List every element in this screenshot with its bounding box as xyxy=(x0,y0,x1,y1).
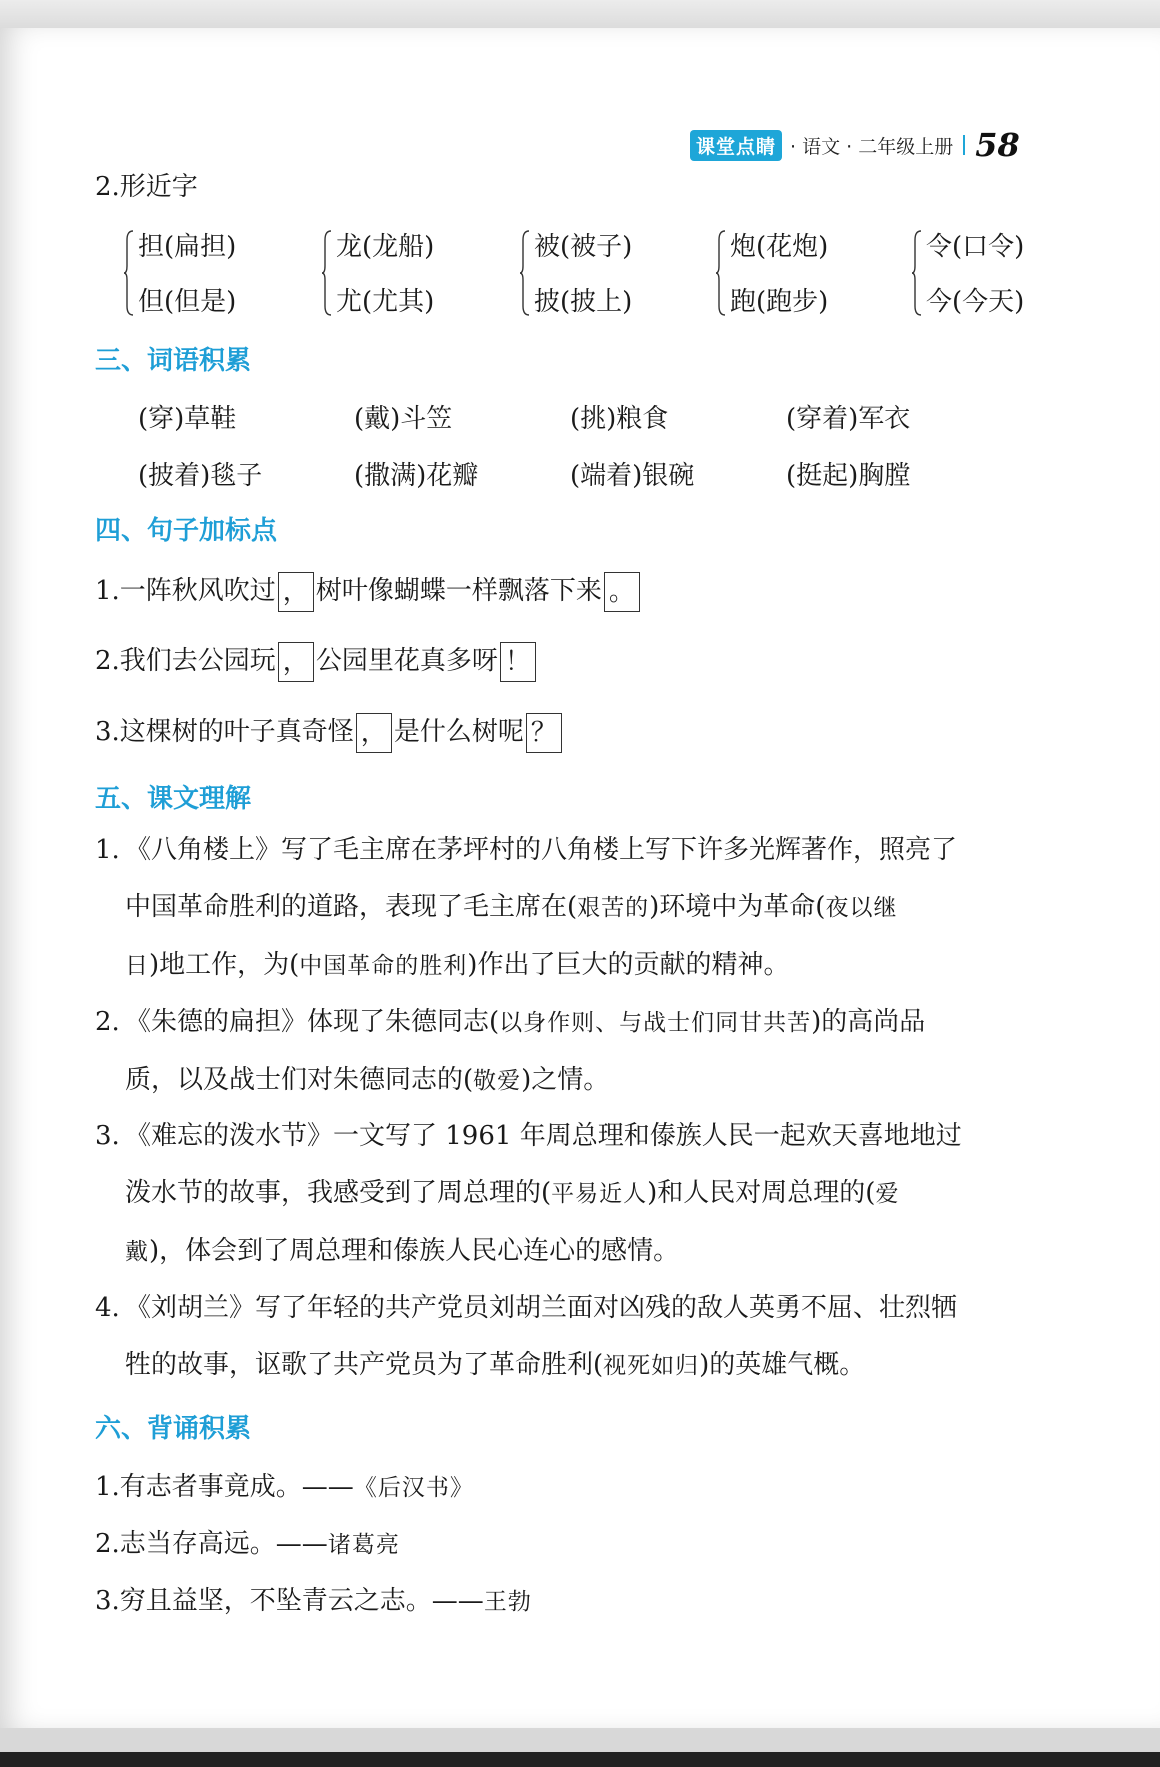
char-pair-top: 炮(花炮) xyxy=(730,232,829,262)
char-pair-bottom: 今(今天) xyxy=(926,287,1025,317)
char-pair-bottom: 跑(跑步) xyxy=(730,287,829,317)
item-number: 4. xyxy=(95,1293,120,1323)
punctuation-box: ？ xyxy=(526,713,562,753)
comprehension-item xyxy=(95,1280,1065,1395)
sentence-part: 3.这棵树的叶子真奇怪 xyxy=(95,717,354,747)
punctuation-box: ！ xyxy=(500,642,536,682)
vocab-item: (穿)草鞋 xyxy=(138,404,237,434)
vocab-item: (戴)斗笠 xyxy=(354,404,453,434)
answer-text: 夜以继 xyxy=(825,895,898,921)
char-pair-top: 被(被子) xyxy=(534,232,633,262)
answer-text: 以身作则、与战士们同甘共苦 xyxy=(499,1010,812,1036)
text-line: 日)地工作，为(中国革命的胜利)作出了巨大的贡献的精神。 xyxy=(125,950,790,980)
char-pair xyxy=(912,226,1082,326)
sentence-part: 1.一阵秋风吹过 xyxy=(95,576,276,606)
vocab-item: (穿着)军衣 xyxy=(786,404,911,434)
punctuation-box: ， xyxy=(278,642,314,682)
vocab-item: (撒满)花瓣 xyxy=(354,461,479,491)
answer-text: 爱 xyxy=(875,1181,900,1207)
recitation-item: 3.穷且益坚，不坠青云之志。——王勃 xyxy=(95,1586,532,1616)
char-pair-top: 龙(龙船) xyxy=(336,232,435,262)
punctuation-box: ， xyxy=(278,572,314,612)
text-line: 《刘胡兰》写了年轻的共产党员刘胡兰面对凶残的敌人英勇不屈、壮烈牺 xyxy=(125,1293,958,1323)
punctuation-sentence xyxy=(95,640,538,682)
sentence-part: 是什么树呢 xyxy=(393,717,524,747)
bottom-bar xyxy=(0,1752,1160,1767)
sentence-part: 树叶像蝴蝶一样飘落下来 xyxy=(315,576,602,606)
item-number: 1. xyxy=(95,835,120,865)
answer-text: 王勃 xyxy=(483,1589,532,1615)
comprehension-item xyxy=(95,822,1065,995)
punctuation-sentence xyxy=(95,570,642,612)
char-pair-bottom: 披(披上) xyxy=(534,287,633,317)
text-line: 泼水节的故事，我感受到了周总理的(平易近人)和人民对周总理的(爱 xyxy=(125,1178,900,1208)
char-pair-top: 担(扁担) xyxy=(138,232,237,262)
text-line: 质，以及战士们对朱德同志的(敬爱)之情。 xyxy=(125,1065,610,1095)
brace-icon xyxy=(716,230,726,316)
section-title: 六、背诵积累 xyxy=(95,1414,252,1444)
sentence-part: 公园里花真多呀 xyxy=(315,646,498,676)
recitation-item: 1.有志者事竟成。——《后汉书》 xyxy=(95,1472,474,1502)
answer-text: 诸葛亮 xyxy=(327,1532,400,1558)
text-line: 《朱德的扁担》体现了朱德同志(以身作则、与战士们同甘共苦)的高尚品 xyxy=(125,1007,926,1037)
answer-text: 中国革命的胜利 xyxy=(299,953,468,979)
char-pair-top: 令(口令) xyxy=(926,232,1025,262)
text-line: 中国革命胜利的道路，表现了毛主席在(艰苦的)环境中为革命(夜以继 xyxy=(125,892,898,922)
vocab-item: (挺起)胸膛 xyxy=(786,461,911,491)
char-pair xyxy=(520,226,690,326)
answer-text: 敬爱 xyxy=(473,1068,522,1094)
header-divider xyxy=(963,135,965,155)
punctuation-box: 。 xyxy=(604,572,640,612)
char-pair xyxy=(716,226,886,326)
text-line: 《难忘的泼水节》一文写了 1961 年周总理和傣族人民一起欢天喜地地过 xyxy=(125,1121,962,1151)
punctuation-sentence xyxy=(95,711,564,753)
answer-text: 日 xyxy=(125,953,149,979)
section-title: 四、句子加标点 xyxy=(95,516,278,546)
page-top-edge xyxy=(0,0,1160,28)
char-pair xyxy=(124,226,294,326)
text-line: 戴)，体会到了周总理和傣族人民心连心的感情。 xyxy=(125,1236,680,1266)
page-number: 58 xyxy=(975,126,1020,164)
brand-badge: 课堂点睛 xyxy=(690,130,782,161)
answer-text: 视死如归 xyxy=(603,1353,700,1379)
text-line: 《八角楼上》写了毛主席在茅坪村的八角楼上写下许多光辉著作，照亮了 xyxy=(125,835,958,865)
answer-text: 平易近人 xyxy=(551,1181,648,1207)
vocab-item: (披着)毯子 xyxy=(138,461,263,491)
comprehension-item xyxy=(95,1108,1065,1281)
char-pair-bottom: 尤(尤其) xyxy=(336,287,435,317)
section-title: 三、词语积累 xyxy=(95,346,252,376)
sentence-part: 2.我们去公园玩 xyxy=(95,646,276,676)
vocab-item: (挑)粮食 xyxy=(570,404,669,434)
brace-icon xyxy=(520,230,530,316)
char-pair xyxy=(322,226,492,326)
char-pair-bottom: 但(但是) xyxy=(138,287,237,317)
answer-text: 《后汉书》 xyxy=(353,1475,474,1501)
answer-text: 戴 xyxy=(125,1239,149,1265)
brace-icon xyxy=(124,230,134,316)
similar-chars-title: 2.形近字 xyxy=(95,172,198,202)
brace-icon xyxy=(322,230,332,316)
item-number: 2. xyxy=(95,1007,120,1037)
brace-icon xyxy=(912,230,922,316)
subject-label: · 语文 · 二年级上册 xyxy=(790,135,954,158)
comprehension-item xyxy=(95,994,1065,1110)
page-header xyxy=(690,128,1020,162)
recitation-item: 2.志当存高远。——诸葛亮 xyxy=(95,1529,400,1559)
vocab-item: (端着)银碗 xyxy=(570,461,695,491)
item-number: 3. xyxy=(95,1121,120,1151)
punctuation-box: ， xyxy=(356,713,392,753)
answer-text: 艰苦的 xyxy=(577,895,650,921)
section-title: 五、课文理解 xyxy=(95,784,252,814)
text-line: 牲的故事，讴歌了共产党员为了革命胜利(视死如归)的英雄气概。 xyxy=(125,1350,866,1380)
